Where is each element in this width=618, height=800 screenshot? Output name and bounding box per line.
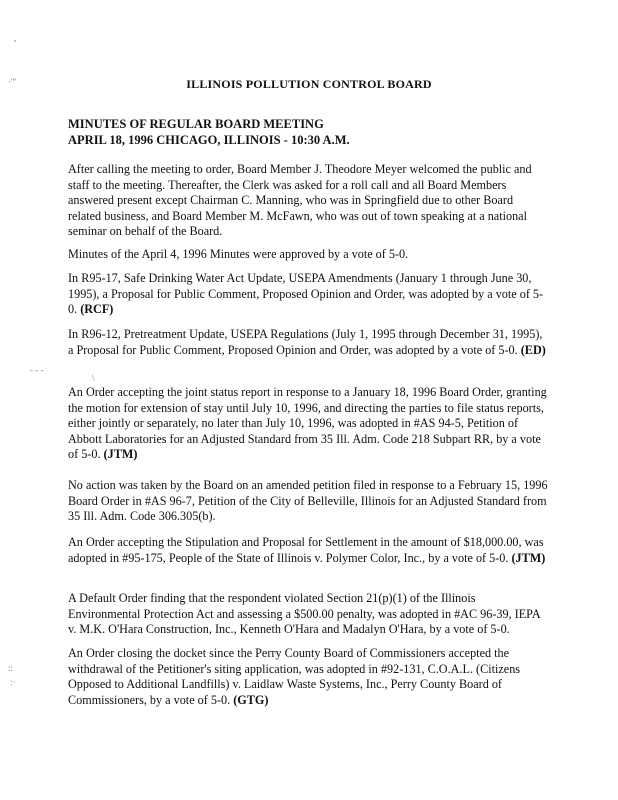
paragraph-text: An Order accepting the joint status report in response to a January 18, 1996 Board Order, granting the motion for extension of stay until July 10, 1996, and directing the parties to file status reports, either jointly or separately, no later than July 10, 1996, was adopted in #AS 94-5, Petition of Abbott Laboratories for an Adjusted Standard from 35 Ill. Adm. Code 218 Subpart RR, by a vote of 5-0. (68, 385, 547, 462)
paragraph-initials: (JTM) (103, 447, 138, 462)
meeting-heading-line2: APRIL 18, 1996 CHICAGO, ILLINOIS - 10:30 A.M. (68, 133, 350, 147)
scan-speck: :: (8, 663, 14, 673)
paragraph-minutes-approval (68, 247, 548, 263)
paragraph-opening (68, 162, 548, 240)
paragraph-text: An Order closing the docket since the Perry County Board of Commissioners accepted the withdrawal of the Petitioner's siting application, was adopted in #92-131, C.O.A.L. (Citizens Opposed to Additional Landfills) v. Laidlaw Waste Systems, Inc., Perry County Board of Commissioners, by a vote of 5-0. (68, 646, 521, 707)
paragraph-text: In R95-17, Safe Drinking Water Act Update, USEPA Amendments (January 1 through June 30, 1995), a Proposal for Public Comment, Proposed Opinion and Order, was adopted by a vote of 5-0. (68, 271, 544, 317)
paragraph-text: A Default Order finding that the respondent violated Section 21(p)(1) of the Illinois Environmental Protection Act and assessing a $500.00 penalty, was adopted in #AC 96-39, IEPA v. M.K. O'Hara Construction, Inc., Kenneth O'Hara and Madalyn O'Hara, by a vote of 5-0. (68, 591, 540, 637)
agency-title: ILLINOIS POLLUTION CONTROL BOARD (186, 77, 432, 91)
scan-speck: ·''' (8, 77, 16, 87)
paragraph-r95-17 (68, 271, 548, 318)
paragraph-95-175 (68, 535, 548, 566)
paragraph-text: In R96-12, Pretreatment Update, USEPA Regulations (July 1, 1995 through December 31, 1995), a Proposal for Public Comment, Proposed Opinion and Order, was adopted by a vote of 5-0. (68, 327, 543, 357)
scan-speck: - - - (30, 365, 44, 375)
paragraph-r96-12 (68, 327, 548, 358)
paragraph-92-131 (68, 646, 548, 708)
paragraph-text: An Order accepting the Stipulation and Proposal for Settlement in the amount of $18,000.00, was adopted in #95-175, People of the State of Illinois v. Polymer Color, Inc., by a vote of 5-0. (68, 535, 544, 565)
scan-speck: :· (10, 677, 16, 687)
paragraph-as-94-5 (68, 385, 548, 463)
paragraph-initials: (RCF) (80, 302, 114, 317)
paragraph-as-96-7 (68, 478, 548, 525)
meeting-heading (68, 116, 568, 148)
meeting-heading-line1: MINUTES OF REGULAR BOARD MEETING (68, 117, 324, 131)
paragraph-initials: (GTG) (233, 692, 269, 707)
paragraph-initials: (JTM) (511, 550, 546, 565)
scan-speck: , (14, 33, 17, 43)
paragraph-text: After calling the meeting to order, Board Member J. Theodore Meyer welcomed the public and staff to the meeting. Thereafter, the Clerk was asked for a roll call and all Board Members answered present except Chairman C. Manning, who was in Springfield due to other Board related business, and Board Member M. McFawn, who was out of town speaking at a national seminar on behalf of the Board. (68, 162, 532, 239)
paragraph-initials: (ED) (520, 342, 546, 357)
paragraph-text: Minutes of the April 4, 1996 Minutes were approved by a vote of 5-0. (68, 247, 409, 261)
paragraph-ac-96-39 (68, 591, 548, 638)
paragraph-text: No action was taken by the Board on an amended petition filed in response to a February 15, 1996 Board Order in #AS 96-7, Petition of the City of Belleville, Illinois for an Adjusted Standard from 35 Ill. Adm. Code 306.305(b). (68, 478, 548, 524)
scan-speck: \ (92, 373, 95, 383)
